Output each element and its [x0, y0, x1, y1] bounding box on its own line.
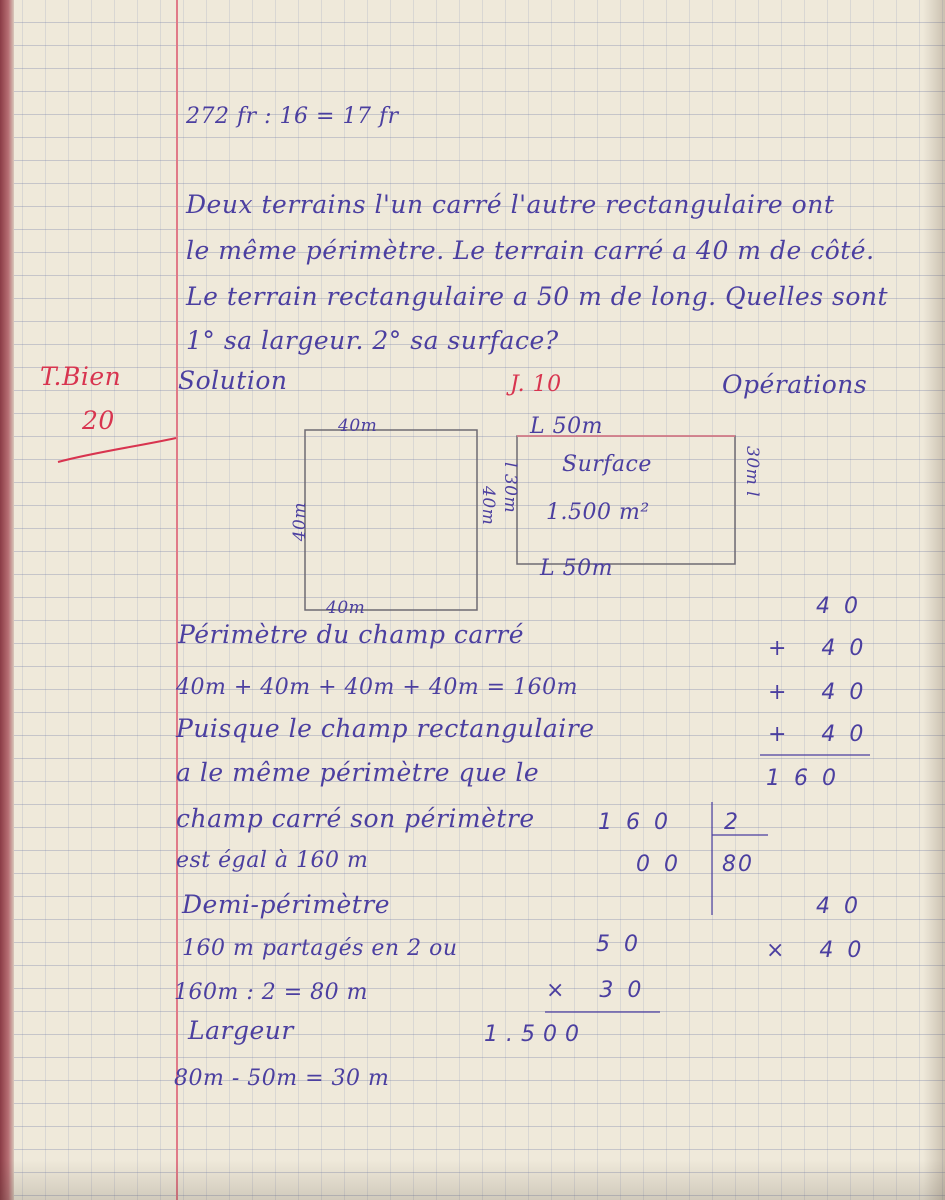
- solution-line-5: champ carré son périmètre: [176, 804, 535, 833]
- square-figure: [305, 430, 477, 610]
- mult-surface-a: 50: [596, 932, 652, 957]
- grade-underline: [58, 438, 176, 462]
- mult-square-a: 40: [816, 894, 872, 919]
- solution-line-6: est égal à 160 m: [176, 848, 369, 873]
- solution-line-11: 80m - 50m = 30 m: [174, 1066, 390, 1091]
- square-top-label: 40m: [338, 416, 378, 436]
- problem-line-2: le même périmètre. Le terrain carré a 40 m de côté.: [186, 236, 875, 265]
- add-total: 160: [766, 766, 850, 791]
- add-row-3: + 40: [768, 680, 878, 705]
- operations-heading: Opérations: [722, 370, 868, 399]
- solution-line-4: a le même périmètre que le: [176, 758, 540, 787]
- add-row-2: + 40: [768, 636, 878, 661]
- add-row-4: + 40: [768, 722, 878, 747]
- solution-line-3: Puisque le champ rectangulaire: [176, 714, 595, 743]
- solution-line-9: 160m : 2 = 80 m: [174, 980, 369, 1005]
- solution-line-1: Périmètre du champ carré: [178, 620, 524, 649]
- grade-comment: T.Bien: [40, 362, 122, 391]
- problem-line-4: 1° sa largeur. 2° sa surface?: [186, 326, 559, 355]
- problem-line-3: Le terrain rectangulaire a 50 m de long. Quelles sont: [186, 282, 889, 311]
- square-right-label: 40m: [478, 486, 498, 526]
- div-divisor: 2: [724, 810, 752, 835]
- rectangle-top-label: L 50m: [530, 414, 603, 439]
- solution-line-10: Largeur: [188, 1016, 294, 1045]
- div-quotient: 80: [722, 852, 754, 877]
- solution-heading: Solution: [178, 366, 288, 395]
- grade-score: 20: [82, 406, 115, 435]
- square-left-label: 40m: [290, 502, 310, 542]
- mult-square-b: × 40: [766, 938, 876, 963]
- solution-line-8: 160 m partagés en 2 ou: [182, 936, 458, 961]
- add-row-1: 40: [816, 594, 872, 619]
- problem-line-1: Deux terrains l'un carré l'autre rectangulaire ont: [186, 190, 835, 219]
- rectangle-surface-label: Surface: [562, 452, 652, 477]
- solution-line-2: 40m + 40m + 40m + 40m = 160m: [176, 675, 578, 700]
- rectangle-bottom-label: L 50m: [540, 556, 613, 581]
- mult-surface-b: × 30: [546, 978, 656, 1003]
- solution-line-7: Demi-périmètre: [182, 890, 391, 919]
- div-dividend: 160: [598, 810, 682, 835]
- rectangle-inner-left-label: l 30m: [500, 462, 520, 514]
- div-remainder: 00: [636, 852, 692, 877]
- header-line: 272 fr : 16 = 17 fr: [186, 104, 399, 129]
- grade-label: J. 10: [510, 372, 562, 397]
- rectangle-right-label: 30m l: [742, 446, 762, 498]
- square-bottom-label: 40m: [326, 598, 366, 618]
- mult-surface-result: 1.500: [484, 1022, 587, 1047]
- rectangle-surface-value: 1.500 m²: [546, 500, 650, 525]
